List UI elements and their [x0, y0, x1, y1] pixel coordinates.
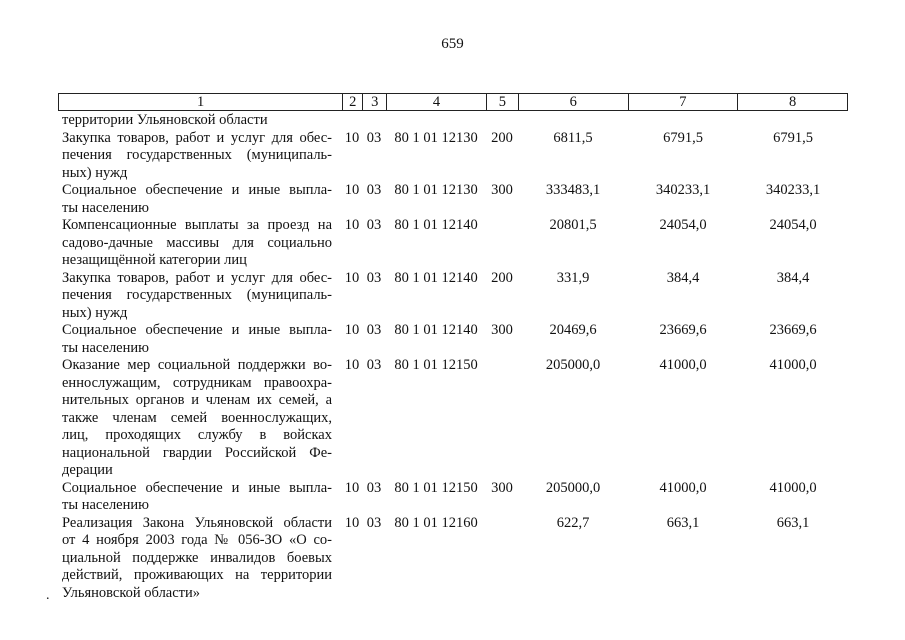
description-line: ных) нужд [62, 164, 128, 181]
row-col-5: 300 [491, 322, 513, 338]
row-col-7: 663,1 [666, 514, 700, 531]
row-col-8: 663,1 [776, 514, 810, 531]
row-col-8: 6791,5 [773, 129, 813, 146]
table-row [58, 357, 848, 480]
row-col-7: 23669,6 [659, 322, 707, 338]
row-col-3: 03 [366, 357, 382, 373]
row-col-4: 80 1 01 12140 [394, 217, 478, 233]
header-col-4: 4 [386, 94, 486, 110]
row-col-3: 03 [366, 322, 382, 338]
row-col-4: 80 1 01 12160 [394, 514, 478, 531]
table-row [58, 480, 848, 515]
table-row [58, 322, 848, 357]
row-col-7: 384,4 [666, 269, 700, 286]
header-col-6: 6 [518, 94, 628, 110]
table-row [58, 270, 848, 323]
table-row [58, 112, 848, 130]
row-col-4: 80 1 01 12130 [394, 182, 478, 198]
row-col-6: 331,9 [556, 269, 590, 286]
row-col-6: 20801,5 [549, 217, 597, 233]
description-line: ных) нужд [62, 304, 128, 321]
row-col-3: 03 [366, 479, 382, 496]
row-col-8: 41000,0 [769, 357, 817, 373]
header-col-5: 5 [486, 94, 518, 110]
table-row [58, 515, 848, 603]
row-col-6: 205000,0 [545, 357, 601, 373]
row-col-4: 80 1 01 12140 [394, 322, 478, 338]
description-line: Социальное обеспечение и иные выпла- [62, 322, 332, 338]
description-line: действий, проживающих на территории [62, 567, 332, 583]
description-line: дерации [62, 462, 113, 478]
description-line: лиц, проходящих службу в войсках [62, 427, 332, 443]
row-description [58, 357, 342, 480]
row-col-4: 80 1 01 12140 [394, 269, 478, 286]
description-line: нительных органов и членам их семей, а [62, 392, 332, 408]
description-line: печения государственных (муниципаль- [62, 287, 332, 303]
header-col-3: 3 [362, 94, 386, 110]
header-col-1: 1 [197, 94, 205, 110]
description-line: еннослужащим, сотрудникам правоохра- [62, 374, 332, 391]
row-col-8: 340233,1 [765, 182, 821, 198]
row-col-8: 23669,6 [769, 322, 817, 338]
description-line: циальной поддержке инвалидов боевых [62, 549, 332, 566]
row-col-4: 80 1 01 12150 [394, 479, 478, 496]
row-col-2: 10 [344, 479, 360, 496]
row-col-6: 205000,0 [545, 479, 601, 496]
row-col-7: 24054,0 [659, 217, 707, 233]
description-line: Социальное обеспечение и иные выпла- [62, 479, 332, 496]
description-line: незащищённой категории лиц [62, 252, 247, 268]
header-col-8: 8 [737, 94, 847, 110]
table-body [58, 112, 848, 602]
description-line: Реализация Закона Ульяновской области [62, 514, 332, 531]
row-col-2: 10 [344, 514, 360, 531]
row-col-5: 200 [491, 269, 513, 286]
row-col-2: 10 [344, 182, 360, 198]
description-line: ты населению [62, 497, 149, 513]
row-col-6: 333483,1 [545, 182, 601, 198]
description-line: Социальное обеспечение и иные выпла- [62, 182, 332, 198]
row-col-3: 03 [366, 514, 382, 531]
description-line: печения государственных (муниципаль- [62, 147, 332, 163]
row-col-4: 80 1 01 12150 [394, 357, 478, 373]
table-row [58, 182, 848, 217]
row-description [58, 112, 342, 130]
row-col-3: 03 [366, 129, 382, 146]
description-line: садово-дачные массивы для социально [62, 234, 332, 251]
description-line: Закупка товаров, работ и услуг для обес- [62, 269, 332, 286]
row-col-7: 340233,1 [655, 182, 711, 198]
row-col-2: 10 [344, 322, 360, 338]
row-col-2: 10 [344, 217, 360, 233]
description-line: ты населению [62, 199, 149, 216]
row-col-3: 03 [366, 182, 382, 198]
row-description [58, 217, 342, 270]
table-header [58, 93, 848, 111]
row-description [58, 270, 342, 323]
description-line: Ульяновской области» [62, 584, 201, 601]
header-col-7: 7 [628, 94, 738, 110]
row-col-2: 10 [344, 129, 360, 146]
row-col-3: 03 [366, 269, 382, 286]
description-line: Закупка товаров, работ и услуг для обес- [62, 129, 332, 146]
row-col-5: 300 [491, 182, 513, 198]
row-col-5: 200 [491, 129, 513, 146]
row-col-6: 6811,5 [553, 129, 593, 146]
description-line: ты населению [62, 339, 149, 356]
description-line: национальной гвардии Российской Фе- [62, 444, 332, 461]
row-description [58, 480, 342, 515]
description-line: территории Ульяновской области [62, 112, 268, 128]
header-col-2: 2 [342, 94, 362, 110]
description-line: Оказание мер социальной поддержки во- [62, 357, 332, 373]
description-line: Компенсационные выплаты за проезд на [62, 217, 332, 233]
row-col-7: 6791,5 [663, 129, 703, 146]
row-col-8: 384,4 [776, 269, 810, 286]
row-col-4: 80 1 01 12130 [394, 129, 478, 146]
row-col-5: 300 [491, 479, 513, 496]
row-col-8: 41000,0 [769, 479, 817, 496]
table-row [58, 217, 848, 270]
row-col-2: 10 [344, 357, 360, 373]
row-col-6: 622,7 [556, 514, 590, 531]
row-col-8: 24054,0 [769, 217, 817, 233]
row-description [58, 515, 342, 603]
row-description [58, 130, 342, 183]
row-description [58, 322, 342, 357]
row-col-3: 03 [366, 217, 382, 233]
row-col-7: 41000,0 [659, 479, 707, 496]
row-col-2: 10 [344, 269, 360, 286]
row-col-6: 20469,6 [549, 322, 597, 338]
row-col-7: 41000,0 [659, 357, 707, 373]
table-row [58, 130, 848, 183]
page-number: 659 [441, 36, 464, 52]
row-description [58, 182, 342, 217]
margin-mark: . [46, 588, 50, 603]
description-line: также членам семей военнослужащих, [62, 409, 332, 426]
description-line: от 4 ноября 2003 года № 056-ЗО «О со- [62, 532, 332, 548]
